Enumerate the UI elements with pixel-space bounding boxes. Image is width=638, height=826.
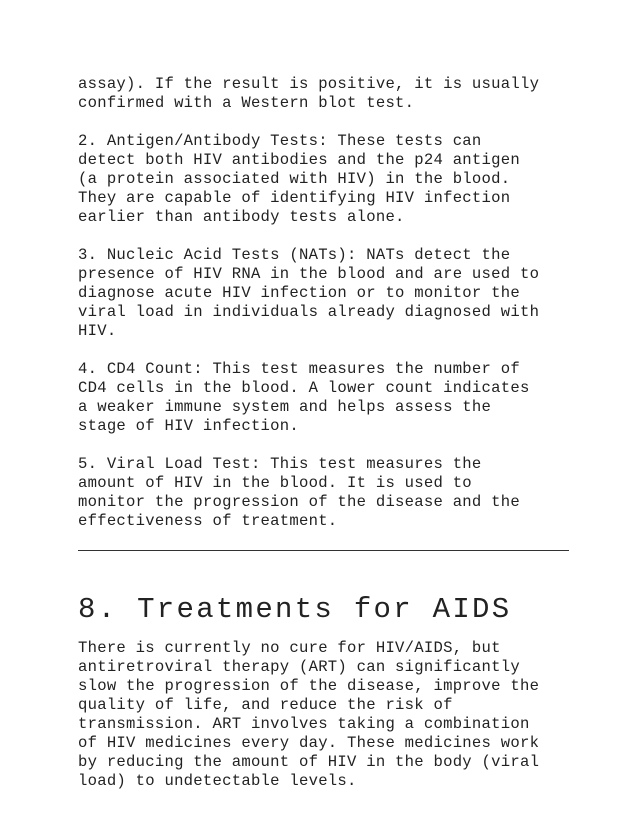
document-page (78, 75, 578, 810)
paragraph-antigen-antibody-tests: 2. Antigen/Antibody Tests: These tests can detect both HIV antibodies and the p24 antigen (a protein associated with HIV) in the blood. They are capable of identifying HIV infection earlier than antibody tests alone. (78, 132, 520, 226)
paragraph-nucleic-acid-tests: 3. Nucleic Acid Tests (NATs): NATs detect the presence of HIV RNA in the blood and are used to diagnose acute HIV infection or to monitor the viral load in individuals already diagnosed with HIV. (78, 246, 540, 340)
paragraph-viral-load-test: 5. Viral Load Test: This test measures the amount of HIV in the blood. It is used to monitor the progression of the disease and the effectiveness of treatment. (78, 455, 520, 530)
paragraph-assay-confirmation: assay). If the result is positive, it is usually confirmed with a Western blot test. (78, 75, 540, 112)
paragraph-cd4-count: 4. CD4 Count: This test measures the number of CD4 cells in the blood. A lower count indicates a weaker immune system and helps assess the stage of HIV infection. (78, 360, 530, 435)
paragraph-treatments-body: There is currently no cure for HIV/AIDS, but antiretroviral therapy (ART) can significantly slow the progression of the disease, improve the quality of life, and reduce the risk of transmission. ART involves taking a combination of HIV medicines every day. These medicines work by reducing the amount of HIV in the body (viral load) to undetectable levels. (78, 639, 540, 790)
section-heading: 8. Treatments for AIDS (78, 593, 512, 626)
section-divider (78, 550, 569, 551)
